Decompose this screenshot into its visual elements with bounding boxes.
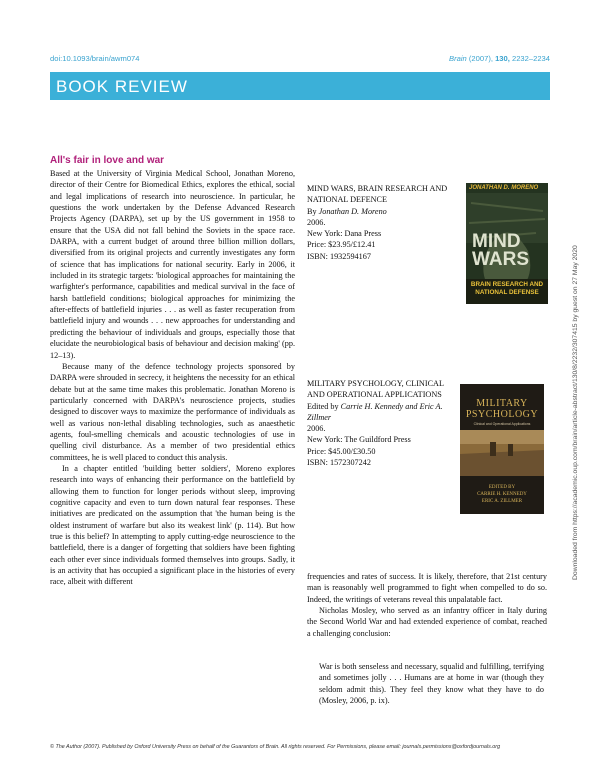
doi-label[interactable]: doi:10.1093/brain/awm074 [50, 54, 140, 63]
cover-editor-label: EDITED BY [488, 485, 516, 490]
book2-cover-editors [460, 484, 544, 505]
book2-cover-title [460, 398, 544, 420]
journal-year: (2007), [468, 54, 493, 63]
book2-publisher: New York: The Guildford Press [307, 435, 411, 445]
book2-price: Price: $45.00/£30.50 [307, 446, 376, 456]
book1-author: Jonathan D. Moreno [318, 206, 387, 216]
block-quote: War is both senseless and necessary, squalid and fulfilling, terrifying and sometimes jolly . . . Humans are at home in war (though they seldom admit this). They feel they know what they have to do (Mosley, 2006, p. ix). [319, 662, 544, 705]
book1-title: MIND WARS, BRAIN RESEARCH AND NATIONAL DEFENCE [307, 184, 448, 205]
book2-editor-line [307, 401, 457, 424]
book2-year: 2006. [307, 424, 326, 434]
section-banner [50, 72, 550, 100]
book2-editors: Carrie H. Kennedy and Eric A. Zillmer [307, 401, 443, 422]
book1-price: Price: $23.95/£12.41 [307, 240, 376, 250]
paragraph: In a chapter entitled 'building better soldiers', Moreno explores research into ways of enhancing their performance on the battlefield by allowing them to function for longer periods without sleep, improving cognitive capacity and even to turn down natural fear responses. These initiatives are predicated on the assumption that 'the human being is the oldest instrument of warfare but also its weakest link' (p. 114). But how true is this belief? In attempting to apply cutting-edge neuroscience to the battlefield, there is a danger of forgetting that soldiers have been fighting each other ever since individuals formed themselves into groups. Sadly, it is an activity that has occupied a significant place in the histories of every race, albeit with different [50, 463, 295, 587]
paragraph: Based at the University of Virginia Medical School, Jonathan Moreno, director of their Centre for Biomedical Ethics, explores the ethical, social and legal implications of research into neuroscience. In particular, he questions the work undertaken by the Defense Advanced Research Projects Agency (DARPA), set up by the US government in 1958 to ensure that the USA did not fall behind the Soviets in the space race. DARPA, with a current budget of around three billion million dollars, diversified from its original projects and currently investigates any form of science that has implications for national security. Early in 2006, it included in its strategic targets: 'biological approaches for maintaining the warfighter's performance, capabilities and medical survival in the face of harsh battlefield conditions; biological approaches for minimizing the after-effects of battlefield injuries . . . as well as faster recuperation from battlefield injury and wounds . . . new approaches for understanding and predicting the behaviour of individuals and groups, especially those that elucidate the neurobiological basis of behaviour and decision making' (pp. 12–13). [50, 169, 295, 360]
cover-editor: CARRIE H. KENNEDY [477, 492, 527, 497]
book1-cover-author: JONATHAN D. MORENO [469, 185, 539, 191]
paragraph: Nicholas Mosley, who served as an infantry officer in Italy during the Second World War and had extended experience of combat, reached a challenging conclusion: [307, 606, 547, 638]
book1-isbn: ISBN: 1932594167 [307, 251, 371, 261]
cover-subtitle-line: NATIONAL DEFENSE [475, 289, 539, 296]
book2-details [307, 378, 457, 468]
book1-author-line [307, 206, 457, 217]
journal-volume: 130, [495, 54, 510, 63]
right-column [307, 571, 547, 639]
book2-cover [460, 384, 544, 514]
cover-word: MIND [472, 231, 521, 252]
review-title: All's fair in love and war [50, 155, 165, 166]
book2-cover-subtitle: Clinical and Operational Applications [473, 422, 531, 426]
journal-pages: 2232–2234 [511, 54, 550, 63]
left-column [50, 168, 295, 588]
by-label: By [307, 206, 317, 216]
journal-name: Brain [449, 54, 467, 63]
book1-year: 2006. [307, 217, 326, 227]
edited-by-label: Edited by [307, 401, 339, 411]
paragraph: frequencies and rates of success. It is likely, therefore, that 21st century man is reasonably well programmed to fight when compelled to do so. Indeed, the writings of veterans reveal this unpalatable fact. [307, 572, 547, 604]
paragraph: Because many of the defence technology projects sponsored by DARPA were shrouded in secrecy, it heightens the necessity for an ethical debate but at the same time makes this problematic. Jonathan Moreno is particularly concerned with DARPA's neuroscience projects, studies designed to discover ways to maximize the performance of individuals as well as various non-lethal disabling technologies, such as anaesthetic agents, foul-smelling chemicals and acoustic technologies of use in quelling civil disturbance. As a member of two presidential ethics committees, he is well placed to conduct this analysis. [50, 361, 295, 462]
cover-editor: ERIC A. ZILLMER [481, 499, 523, 504]
book1-details [307, 183, 457, 262]
cover-subtitle-line: BRAIN RESEARCH AND [470, 281, 544, 288]
journal-citation [449, 54, 550, 63]
download-note[interactable]: Downloaded from https://academic.oup.com/brain/article-abstract/130/8/2232/307415 by guest on 27 May 2020 [572, 245, 579, 580]
cover-word: PSYCHOLOGY [465, 409, 539, 420]
download-sidebar [572, 190, 584, 580]
book1-cover-subtitle [468, 281, 546, 297]
cover-word: WARS [472, 249, 529, 270]
book2-title: MILITARY PSYCHOLOGY, CLINICAL AND OPERATIONAL APPLICATIONS [307, 379, 444, 400]
book1-cover-title [472, 233, 529, 269]
book1-cover [466, 183, 548, 304]
cover-word: MILITARY [476, 398, 528, 409]
copyright-footer: © The Author (2007). Published by Oxford University Press on behalf of the Guarantors of Brain. All rights reserved. For Permissions, please email: journals.permissions@oxfordjournals.org [50, 744, 501, 750]
section-title: BOOK REVIEW [56, 77, 188, 96]
book2-isbn: ISBN: 1572307242 [307, 458, 371, 468]
book1-publisher: New York: Dana Press [307, 229, 382, 239]
